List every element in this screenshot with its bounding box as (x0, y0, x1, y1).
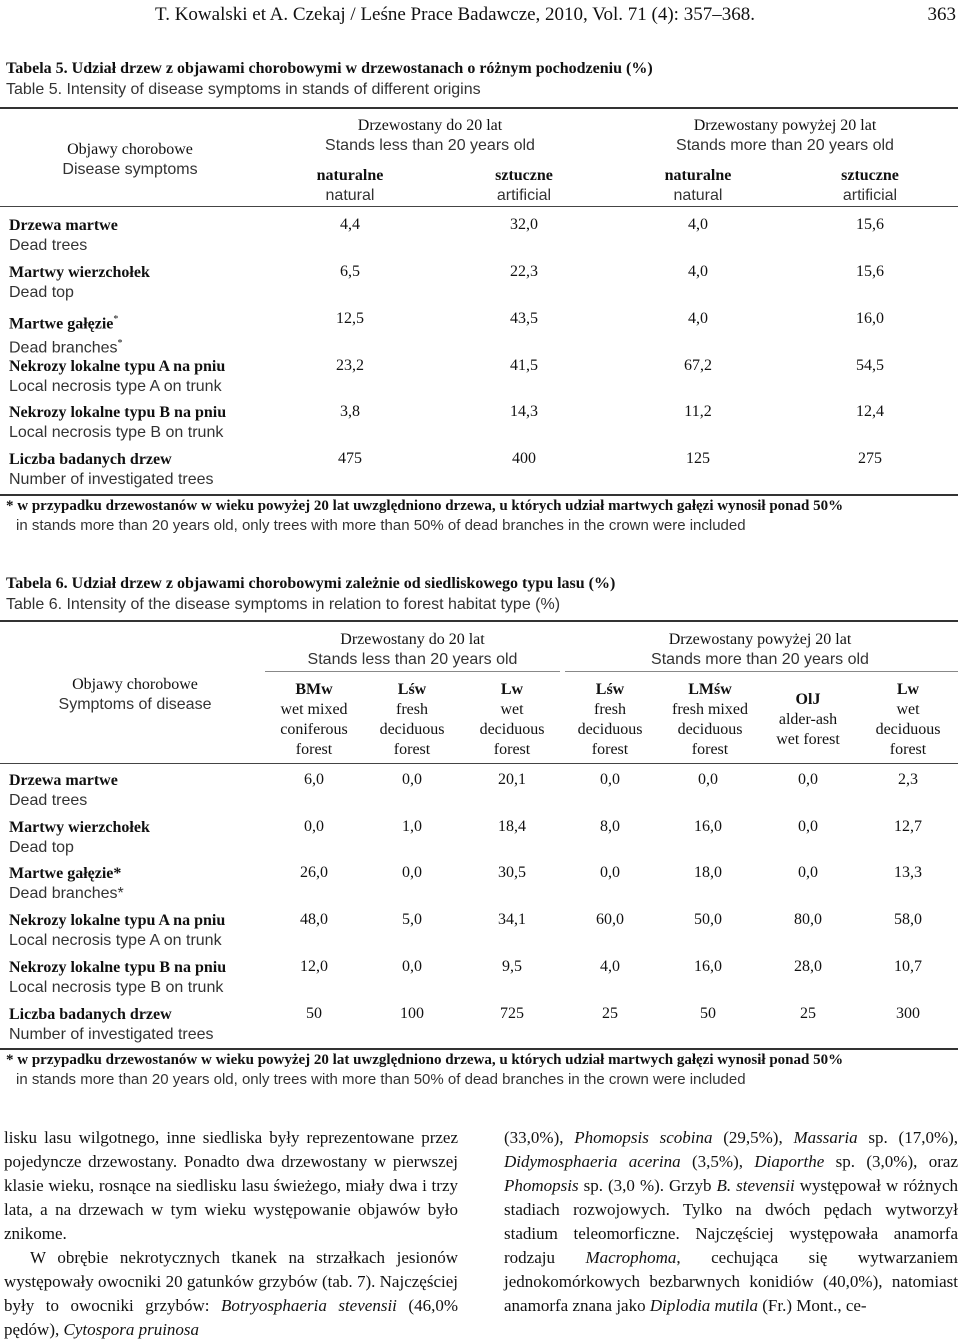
table6-col-3-l2: deciduous (479, 721, 545, 738)
table6-cell: 5,0 (402, 911, 422, 928)
footnote-mark: * (117, 338, 123, 350)
table6-col-1-l1: wet mixed (280, 701, 348, 718)
table6-col-4-l1: fresh (594, 701, 626, 718)
table6-col-7-l3: forest (889, 741, 927, 758)
table6-col-7 (858, 680, 958, 760)
table6-cell: 4,0 (600, 958, 620, 975)
table6-cell: 0,0 (402, 958, 422, 975)
table6-group1-en: Stands less than 20 years old (307, 651, 518, 668)
table5-cell: 54,5 (856, 357, 884, 374)
table6-col-4-l3: forest (591, 741, 629, 758)
table6-col-2 (362, 680, 462, 760)
table5-bottom-rule (0, 494, 958, 496)
table6-group1-pl: Drzewostany do 20 lat (340, 631, 485, 648)
table5-col-3-pl: naturalne (664, 167, 732, 184)
body-text: sp. (3,0%), oraz (824, 1152, 958, 1171)
table6-row-6-pl: Liczba badanych drzew (9, 1006, 172, 1023)
table5-row-5-label (9, 403, 226, 443)
table6-cell: 25 (602, 1005, 618, 1022)
table6-cell: 725 (500, 1005, 524, 1022)
body-text: (29,5%), (712, 1128, 794, 1147)
table5-head-label-pl: Objawy chorobowe (67, 141, 193, 158)
table6-row-2-pl: Martwy wierzchołek (9, 819, 150, 836)
table6-cell: 80,0 (794, 911, 822, 928)
table6-col-1-code: BMw (295, 681, 333, 698)
table6-col-7-code: Lw (896, 681, 920, 698)
table6-col-5 (655, 680, 765, 760)
table6-cell: 10,7 (894, 958, 922, 975)
table6-row-4-en: Local necrosis type A on trunk (9, 932, 222, 949)
table6-cell: 25 (800, 1005, 816, 1022)
table6-caption (6, 573, 615, 615)
table6-footnote (6, 1051, 843, 1089)
table6-cell: 28,0 (794, 958, 822, 975)
table5-caption (6, 58, 653, 100)
body-text: , cechująca się wytwarzaniem jednokomórkowych bezbarwnych konidiów (40,0%), natomiast anamorfa znana jako (504, 1248, 958, 1315)
table6-cell: 2,3 (898, 771, 918, 788)
table5-col-3-en: natural (673, 187, 723, 204)
table5-row-6-en: Number of investigated trees (9, 471, 214, 488)
table5-cell: 23,2 (336, 357, 364, 374)
table6-head-label-pl: Objawy chorobowe (72, 676, 198, 693)
species-name: Massaria (793, 1128, 858, 1147)
table5-cell: 12,4 (856, 403, 884, 420)
table6-col-3 (462, 680, 562, 760)
table5-caption-pl: Tabela 5. Udział drzew z objawami chorobowymi w drzewostanach o różnym pochodzeniu (%) (6, 60, 653, 77)
table6-row-5-en: Local necrosis type B on trunk (9, 979, 224, 996)
table5-cell: 475 (338, 450, 362, 467)
body-text: W obrębie nekrotycznych tkanek na strzałkach jesionów występowały owocniki 20 gatunków grzybów (tab. 7). Najczęściej były to owocniki grzybów: (4, 1248, 458, 1315)
table6-group1-rule (265, 671, 560, 672)
table6-cell: 12,0 (300, 958, 328, 975)
body-paragraph (504, 1126, 958, 1318)
table5-cell: 43,5 (510, 310, 538, 327)
table6-col-3-code: Lw (500, 681, 524, 698)
table6-cell: 0,0 (600, 864, 620, 881)
table5-footnote (6, 497, 843, 535)
table5-row-5-pl: Nekrozy lokalne typu B na pniu (9, 404, 227, 421)
table5-group2-en: Stands more than 20 years old (676, 137, 894, 154)
table6-group1 (270, 630, 555, 670)
table6-col-4-code: Lśw (595, 681, 625, 698)
table6-cell: 18,4 (498, 818, 526, 835)
body-paragraph (4, 1246, 458, 1342)
table6-col-4-l2: deciduous (577, 721, 643, 738)
table5-row-6-label (9, 450, 214, 490)
species-name: Diaporthe (754, 1152, 825, 1171)
table5-col-1 (300, 166, 400, 206)
table5-row-4-pl: Nekrozy lokalne typu A na pniu (9, 358, 226, 375)
table5-group1-pl: Drzewostany do 20 lat (357, 117, 503, 134)
table6-cell: 6,0 (304, 771, 324, 788)
table6-group2 (615, 630, 905, 670)
table6-cell: 8,0 (600, 818, 620, 835)
table6-row-4-label (9, 911, 225, 951)
table5-head-label-en: Disease symptoms (62, 161, 198, 178)
table6-cell: 1,0 (402, 818, 422, 835)
table6-row-3-pl: Martwe gałęzie* (9, 865, 122, 882)
table6-col-1-l3: forest (295, 741, 333, 758)
table6-cell: 34,1 (498, 911, 526, 928)
body-text: (Fr.) Mont., ce- (758, 1296, 867, 1315)
table5-row-3-label (9, 310, 123, 359)
table5-caption-en: Table 5. Intensity of disease symptoms in stands of different origins (6, 81, 481, 98)
table6-group2-rule (565, 671, 958, 672)
species-name: Diplodia mutila (649, 1296, 758, 1315)
table6-cell: 58,0 (894, 911, 922, 928)
table6-row-5-label (9, 958, 226, 998)
table6-cell: 16,0 (694, 958, 722, 975)
table6-cell: 0,0 (798, 818, 818, 835)
body-text: (3,5%), (680, 1152, 755, 1171)
species-name: Botryosphaeria stevensii (221, 1296, 397, 1315)
table6-col-6 (758, 690, 858, 750)
table5-col-4 (820, 166, 920, 206)
table5-cell: 4,0 (688, 310, 708, 327)
species-name: Didymosphaeria acerina (504, 1152, 681, 1171)
table5-col-2 (474, 166, 574, 206)
table5-cell: 67,2 (684, 357, 712, 374)
table6-cell: 26,0 (300, 864, 328, 881)
table5-row-1-label (9, 216, 118, 256)
table5-cell: 4,4 (340, 216, 360, 233)
body-paragraph: lisku lasu wilgotnego, inne siedliska były reprezentowane przez pojedyncze drzewostany. Ponadto dwa drzewostany w pierwszej klasie wieku, rosnące na siedlisku lasu świeżego, miały dwa i trzy lata, a na drzewach w tym wieku występowanie objawów było znikome. (4, 1128, 458, 1243)
table5-footnote-pl: * w przypadku drzewostanów w wieku powyżej 20 lat uwzględniono drzewa, u których udział martwych gałęzi wynosił ponad 50% (6, 498, 844, 514)
species-name: Macrophoma (585, 1248, 677, 1267)
table6-col-6-code: OlJ (795, 691, 821, 708)
table6-col-7-l1: wet (896, 701, 920, 718)
table6-col-2-l2: deciduous (379, 721, 445, 738)
table5-group2 (640, 116, 930, 156)
table5-cell: 12,5 (336, 310, 364, 327)
table6-row-1-label (9, 771, 118, 811)
table6-caption-pl: Tabela 6. Udział drzew z objawami chorobowymi zależnie od siedliskowego typu lasu (%) (6, 575, 616, 592)
table6-col-5-l1: fresh mixed (672, 701, 748, 718)
table6-cell: 9,5 (502, 958, 522, 975)
running-head-source: T. Kowalski et A. Czekaj / Leśne Prace Badawcze, 2010, Vol. 71 (4): 357–368. (155, 4, 755, 25)
table6-cell: 20,1 (498, 771, 526, 788)
table6-row-6-label (9, 1005, 214, 1045)
table6-head-rule (0, 763, 958, 764)
table5-col-4-en: artificial (842, 187, 898, 204)
table5-row-6-pl: Liczba badanych drzew (9, 451, 172, 468)
table5-col-2-en: artificial (496, 187, 552, 204)
table5-col-1-en: natural (325, 187, 375, 204)
table6-cell: 0,0 (798, 864, 818, 881)
page-number: 363 (927, 4, 956, 25)
body-column-right (504, 1126, 958, 1318)
table5-row-1-en: Dead trees (9, 237, 88, 254)
table6-top-rule (0, 620, 958, 622)
table6-row-4-pl: Nekrozy lokalne typu A na pniu (9, 912, 226, 929)
table5-cell: 14,3 (510, 403, 538, 420)
table5-group2-pl: Drzewostany powyżej 20 lat (693, 117, 877, 134)
table6-cell: 0,0 (304, 818, 324, 835)
table6-cell: 0,0 (698, 771, 718, 788)
table5-head-rule (0, 206, 958, 207)
table6-cell: 12,7 (894, 818, 922, 835)
table5-top-rule (0, 107, 958, 109)
species-name: B. stevensii (716, 1176, 795, 1195)
table5-col-1-pl: naturalne (316, 167, 384, 184)
table5-row-3-en: Dead branches (9, 339, 118, 357)
table6-row-5-pl: Nekrozy lokalne typu B na pniu (9, 959, 227, 976)
table6-cell: 0,0 (600, 771, 620, 788)
table5-row-4-en: Local necrosis type A on trunk (9, 378, 222, 395)
table6-row-3-en: Dead branches* (9, 885, 124, 902)
body-text: (33,0%), (504, 1128, 575, 1147)
table5-row-4-label (9, 357, 225, 397)
table6-cell: 50 (306, 1005, 322, 1022)
table5-col-4-pl: sztuczne (841, 167, 899, 184)
table6-cell: 16,0 (694, 818, 722, 835)
table6-row-3-label (9, 864, 124, 904)
table6-caption-en: Table 6. Intensity of the disease symptoms in relation to forest habitat type (%) (6, 596, 561, 613)
species-name: Phomopsis scobina (574, 1128, 713, 1147)
table6-col-3-l3: forest (493, 741, 531, 758)
table5-row-1-pl: Drzewa martwe (9, 217, 118, 234)
table6-col-6-l1: alder-ash (778, 711, 838, 728)
table6-footnote-pl: * w przypadku drzewostanów w wieku powyżej 20 lat uwzględniono drzewa, u których udział martwych gałęzi wynosił ponad 50% (6, 1052, 844, 1068)
table5-cell: 15,6 (856, 263, 884, 280)
table6-cell: 0,0 (402, 771, 422, 788)
body-text: sp. (17,0%), (857, 1128, 959, 1147)
species-name: Cytospora pruinosa (63, 1320, 200, 1339)
body-text: sp. (3,0 %). Grzyb (578, 1176, 717, 1195)
table6-head-label-en: Symptoms of disease (58, 696, 212, 713)
table5-cell: 3,8 (340, 403, 360, 420)
table6-cell: 18,0 (694, 864, 722, 881)
table5-cell: 400 (512, 450, 536, 467)
table5-row-2-pl: Martwy wierzchołek (9, 264, 150, 281)
table5-cell: 15,6 (856, 216, 884, 233)
table5-footnote-en: in stands more than 20 years old, only trees with more than 50% of dead branches in the crown were included (16, 517, 746, 534)
table6-col-3-l1: wet (500, 701, 524, 718)
table6-bottom-rule (0, 1048, 958, 1050)
body-text: występował w różnych stadiach rozwojowych. Tylko na dwóch pędach wytworzył stadium teleomorficzne. Najczęściej występowała anamorfa rodzaju (504, 1176, 958, 1267)
table5-cell: 22,3 (510, 263, 538, 280)
table6-col-5-l2: deciduous (677, 721, 743, 738)
table6-group2-en: Stands more than 20 years old (651, 651, 869, 668)
table6-cell: 100 (400, 1005, 424, 1022)
table5-row-2-en: Dead top (9, 284, 74, 301)
body-text: (46,0% pędów), (4, 1296, 458, 1339)
table6-col-2-code: Lśw (397, 681, 427, 698)
table6-row-2-label (9, 818, 150, 858)
footnote-mark: * (113, 314, 119, 325)
table6-cell: 48,0 (300, 911, 328, 928)
table6-row-6-en: Number of investigated trees (9, 1026, 214, 1043)
table6-cell: 300 (896, 1005, 920, 1022)
table6-col-5-code: LMśw (688, 681, 732, 698)
table6-cell: 60,0 (596, 911, 624, 928)
table6-row-1-en: Dead trees (9, 792, 88, 809)
species-name: Phomopsis (504, 1176, 579, 1195)
table6-col-1 (264, 680, 364, 760)
table5-cell: 16,0 (856, 310, 884, 327)
table5-cell: 11,2 (684, 403, 712, 420)
table6-col-5-l3: forest (691, 741, 729, 758)
table6-footnote-en: in stands more than 20 years old, only trees with more than 50% of dead branches in the crown were included (16, 1071, 746, 1088)
table6-col-1-l2: coniferous (280, 721, 348, 738)
table6-col-4 (560, 680, 660, 760)
table6-cell: 50 (700, 1005, 716, 1022)
table5-cell: 275 (858, 450, 882, 467)
table5-cell: 32,0 (510, 216, 538, 233)
table5-row-2-label (9, 263, 150, 303)
table5-col-2-pl: sztuczne (495, 167, 553, 184)
table5-row-3-pl: Martwe gałęzie (9, 315, 114, 333)
table5-cell: 4,0 (688, 216, 708, 233)
table6-cell: 13,3 (894, 864, 922, 881)
table5-cell: 125 (686, 450, 710, 467)
table6-row-2-en: Dead top (9, 839, 74, 856)
table6-col-7-l2: deciduous (875, 721, 941, 738)
table6-col-6-l2: wet forest (776, 731, 840, 748)
table6-cell: 30,5 (498, 864, 526, 881)
table6-col-2-l3: forest (393, 741, 431, 758)
table6-cell: 0,0 (798, 771, 818, 788)
table6-cell: 0,0 (402, 864, 422, 881)
table5-cell: 41,5 (510, 357, 538, 374)
table5-group1-en: Stands less than 20 years old (325, 137, 535, 154)
table6-col-2-l1: fresh (396, 701, 428, 718)
table5-cell: 4,0 (688, 263, 708, 280)
table6-group2-pl: Drzewostany powyżej 20 lat (668, 631, 852, 648)
table5-cell: 6,5 (340, 263, 360, 280)
table5-col-3 (648, 166, 748, 206)
table5-head-label (20, 140, 240, 180)
body-column-left (4, 1126, 458, 1342)
table5-row-5-en: Local necrosis type B on trunk (9, 424, 224, 441)
table6-cell: 50,0 (694, 911, 722, 928)
table6-head-label (20, 675, 250, 715)
table5-group1 (290, 116, 570, 156)
table6-row-1-pl: Drzewa martwe (9, 772, 118, 789)
